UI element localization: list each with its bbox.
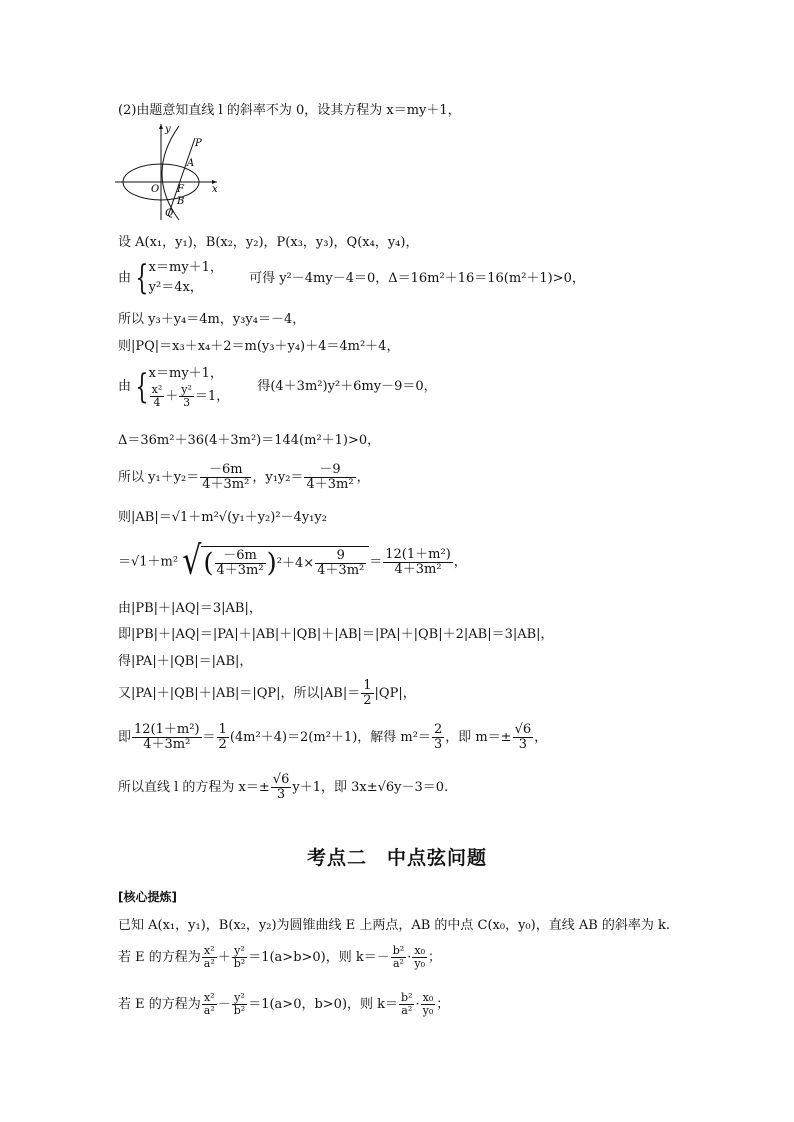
solution-line-12: 即|PB|＋|AQ|＝|PA|＋|AB|＋|QB|＋|AB|＝|PA|＋|QB|＋2|AB|＝3|AB|， xyxy=(118,627,554,642)
core-line-2: 若 E 的方程为 $\frac{\text{x²}}{\text{a²}}$ ＋ $\frac{\text{y²}}{\text{b²}}$ ＝1(a>b>0)，则 k＝－ $\frac{\text{b²}}{\text{a²}}$ · $\frac{\text{x₀}}{\text{y₀}}$ ； xyxy=(118,944,441,970)
point-a-label: A xyxy=(187,158,195,169)
solution-line-16: 所以直线 l 的方程为 x＝± $\frac{√6}{3}$ y＋1，即 3x±√6y－3＝0. xyxy=(118,772,449,802)
core-line-3: 若 E 的方程为 $\frac{\text{x²}}{\text{a²}}$ － $\frac{\text{y²}}{\text{b²}}$ ＝1(a>0，b>0)，则 k＝ $\frac{\text{b²}}{\text{a²}}$ · $\frac{\text{x₀}}{\text{y₀}}$ ； xyxy=(118,991,450,1017)
solution-line-8: 所以 y₁＋y₂＝ $\frac{-6m}{\text{4＋3m²}}$ ，y₁y₂＝ $\frac{-9}{\text{4＋3m²}}$ ， xyxy=(118,462,370,492)
axis-x-label: x xyxy=(212,184,218,195)
axis-y-label: y xyxy=(165,124,171,135)
left-brace: { xyxy=(135,366,149,407)
solution-line-5: 则|PQ|＝x₃＋x₄＋2＝m(y₃＋y₄)＋4＝4m²＋4， xyxy=(118,339,400,354)
point-q-label: Q xyxy=(165,208,174,219)
equation-system-1: x＝my＋1， y²＝4x， xyxy=(148,260,223,295)
equation-system-2: x＝my＋1， $\frac{\text{x²}}{4}$ ＋ $\frac{\text{y²}}{3}$ ＝1， xyxy=(148,366,230,409)
solution-line-3: 由 { x＝my＋1， y²＝4x， 可得 y²－4my－4＝0，Δ＝16m²＋16＝16(m²＋1)>0， xyxy=(118,258,585,298)
ellipse-parabola-figure xyxy=(113,120,223,224)
point-p-label: P xyxy=(195,138,202,149)
solution-line-11: 由|PB|＋|AQ|＝3|AB|， xyxy=(118,601,262,616)
solution-line-14: 又|PA|＋|QB|＋|AB|＝|QP|，所以|AB|＝ $\frac{1}{2}$ |QP|， xyxy=(118,678,416,708)
point-o-label: O xyxy=(151,184,160,195)
solution-line-9: 则|AB|＝√1＋m²√(y₁＋y₂)²－4y₁y₂ xyxy=(118,510,327,525)
solution-line-4: 所以 y₃＋y₄＝4m，y₃y₄＝－4， xyxy=(118,312,306,327)
solution-line-15: 即 $\frac{\text{12(1＋m²)}}{\text{4＋3m²}}$ ＝ $\frac{1}{2}$ (4m²＋4)＝2(m²＋1)，解得 m²＝ $\frac{2}{3}$ ，即 m＝± $\frac{√6}{3}$ ， xyxy=(118,722,548,752)
section-heading: 考点二 中点弦问题 xyxy=(306,847,487,869)
point-f-label: F xyxy=(177,184,184,195)
solution-line-10: ＝√1＋m² √( $\frac{-6m}{\text{4＋3m²}}$ )²＋4× $\frac{9}{\text{4＋3m²}}$ ＝ $\frac{\text{12(1＋m²)}}{\text{4＋3m²}}$ ， xyxy=(118,538,467,585)
solution-line-13: 得|PA|＋|QB|＝|AB|， xyxy=(118,654,253,669)
core-line-1: 已知 A(x₁，y₁)，B(x₂，y₂)为圆锥曲线 E 上两点，AB 的中点 C(x₀，y₀)，直线 AB 的斜率为 k. xyxy=(118,918,671,933)
solution-line-7: Δ＝36m²＋36(4＋3m²)＝144(m²＋1)>0， xyxy=(118,433,381,448)
core-summary-label: [核心提炼] xyxy=(118,890,177,904)
left-brace: { xyxy=(135,258,149,298)
solution-line-6: 由 { x＝my＋1， $\frac{\text{x²}}{4}$ ＋ $\frac{\text{y²}}{3}$ ＝1， 得(4＋3m²)y²＋6my－9＝0， xyxy=(118,366,437,409)
point-b-label: B xyxy=(177,196,185,207)
solution-line-2: 设 A(x₁，y₁)，B(x₂，y₂)，P(x₃，y₃)，Q(x₄，y₄)， xyxy=(118,235,419,250)
solution-line-1: (2)由题意知直线 l 的斜率不为 0，设其方程为 x＝my＋1， xyxy=(118,103,461,118)
